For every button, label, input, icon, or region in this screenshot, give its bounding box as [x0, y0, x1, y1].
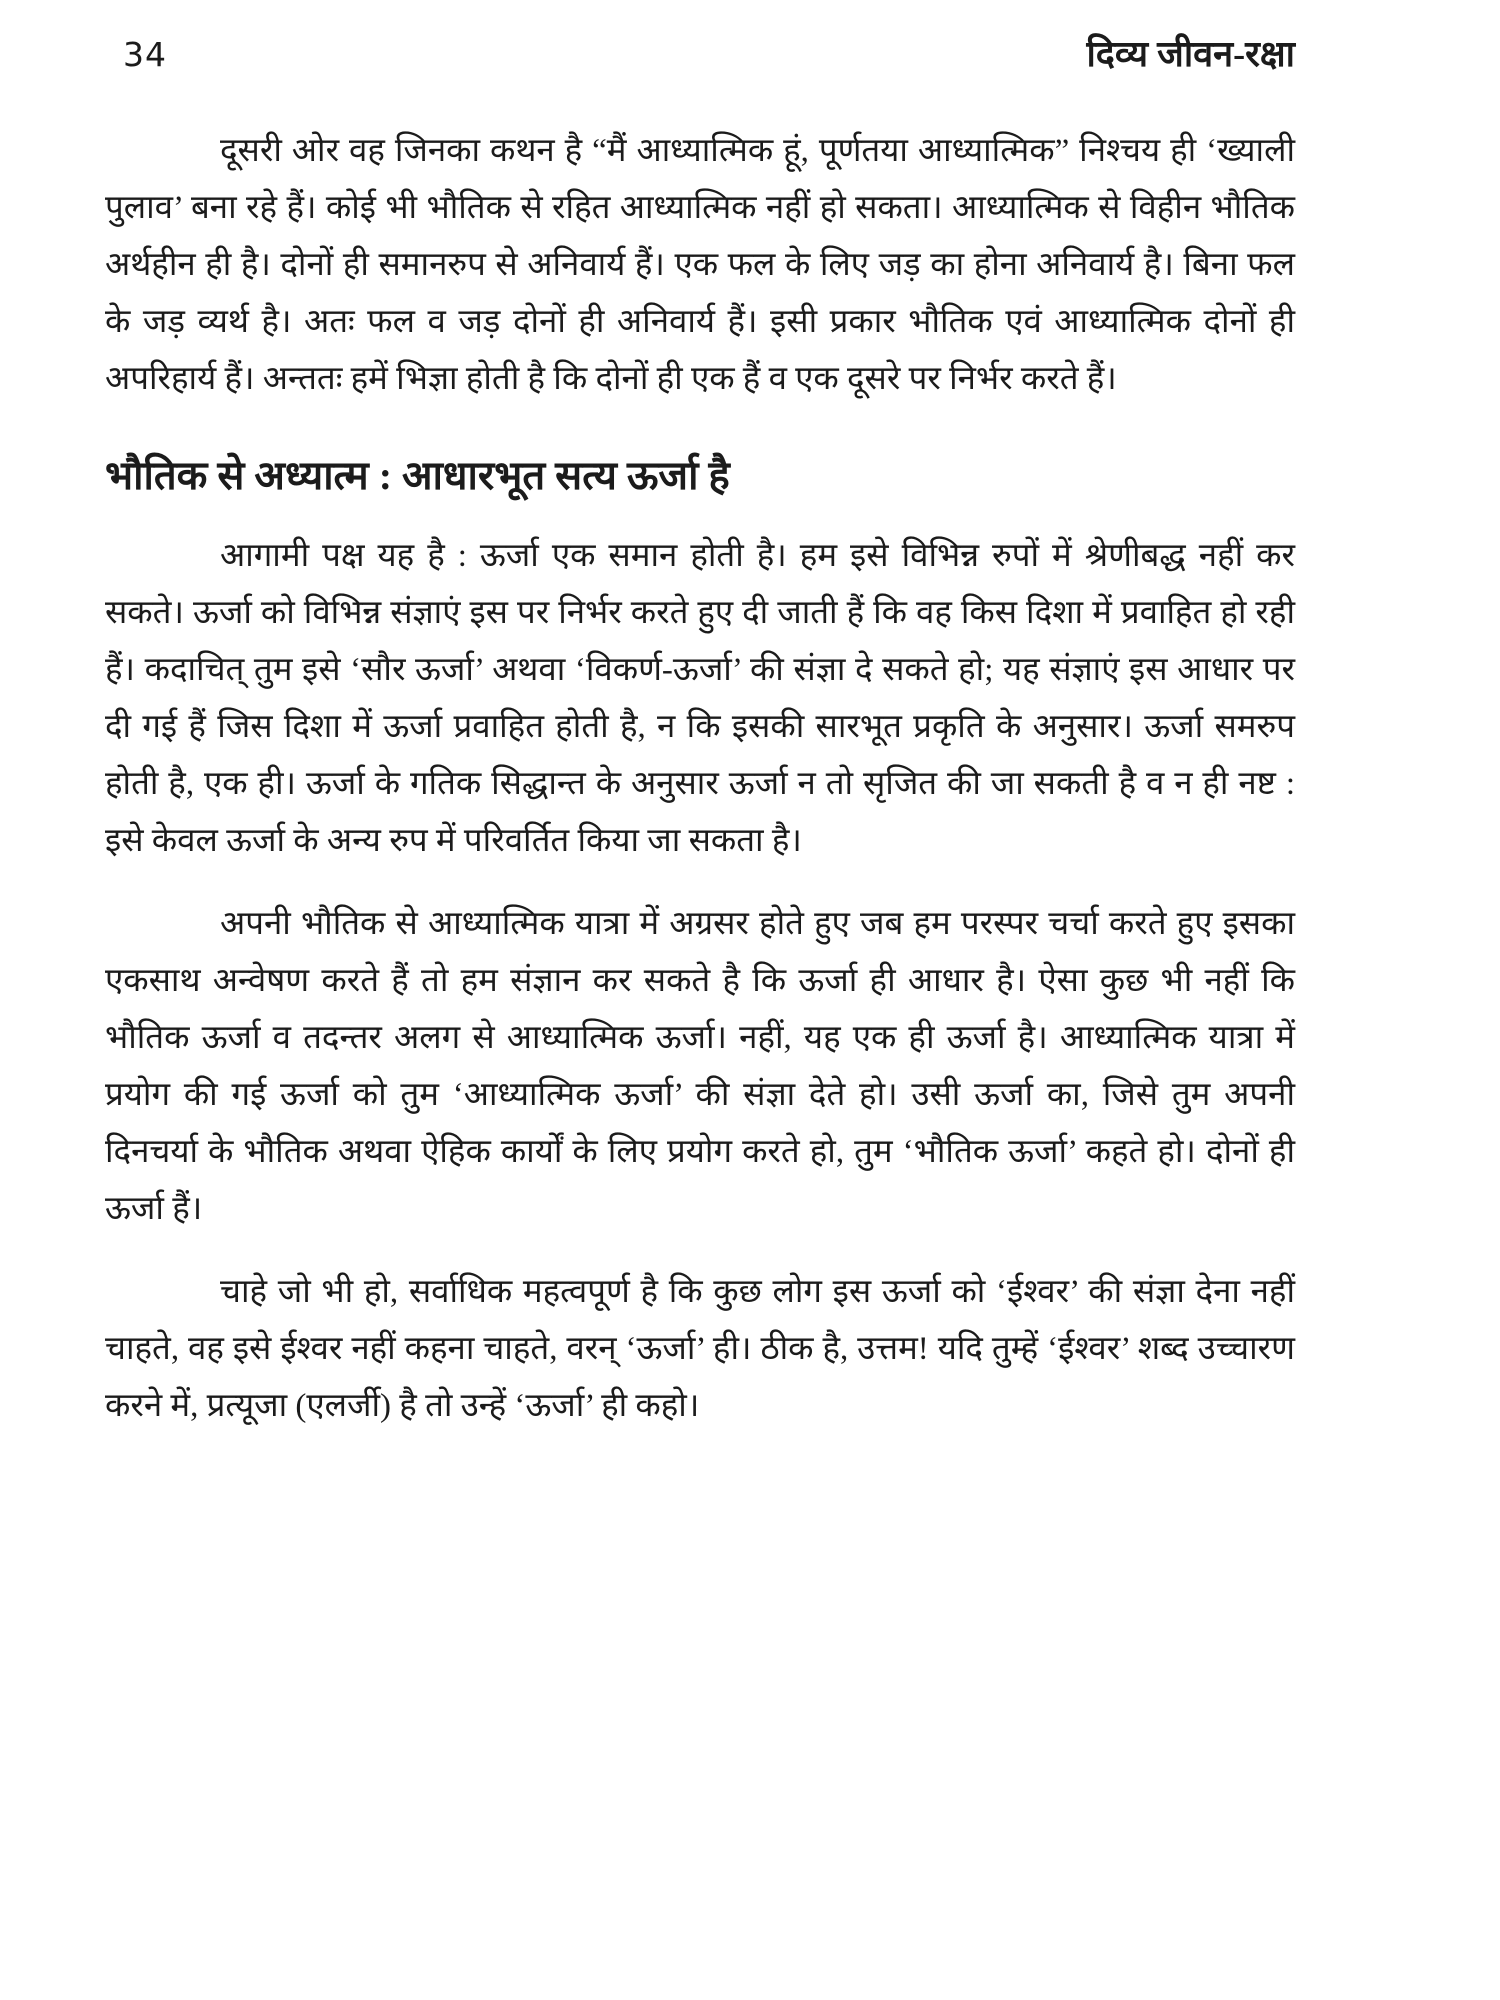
section-heading: भौतिक से अध्यात्म : आधारभूत सत्य ऊर्जा है	[105, 453, 730, 498]
paragraph-4: चाहे जो भी हो, सर्वाधिक महत्वपूर्ण है कि कुछ लोग इस ऊर्जा को ‘ईश्वर’ की संज्ञा देना नहीं चाहते, वह इसे ईश्वर नहीं कहना चाहते, वरन् ‘ऊर्जा’ ही। ठीक है, उत्तम! यदि तुम्हें ‘ईश्वर’ शब्द उच्चारण करने में, प्रत्यूजा (एलर्जी) है तो उन्हें ‘ऊर्जा’ ही कहो।	[105, 1274, 1295, 1424]
running-header	[105, 28, 1295, 77]
page-number: 34	[123, 35, 167, 74]
paragraph-2: आगामी पक्ष यह है : ऊर्जा एक समान होती है। हम इसे विभिन्न रुपों में श्रेणीबद्ध नहीं कर सकते। ऊर्जा को विभिन्न संज्ञाएं इस पर निर्भर करते हुए दी जाती हैं कि वह किस दिशा में प्रवाहित हो रही हैं। कदाचित् तुम इसे ‘सौर ऊर्जा’ अथवा ‘विकर्ण-ऊर्जा’ की संज्ञा दे सकते हो; यह संज्ञाएं इस आधार पर दी गई हैं जिस दिशा में ऊर्जा प्रवाहित होती है, न कि इसकी सारभूत प्रकृति के अनुसार। ऊर्जा समरुप होती है, एक ही। ऊर्जा के गतिक सिद्धान्त के अनुसार ऊर्जा न तो सृजित की जा सकती है व न ही नष्ट : इसे केवल ऊर्जा के अन्य रुप में परिवर्तित किया जा सकता है।	[105, 538, 1295, 859]
running-header-title: दिव्य जीवन-रक्षा	[1086, 34, 1295, 74]
paragraph-1: दूसरी ओर वह जिनका कथन है “मैं आध्यात्मिक हूं, पूर्णतया आध्यात्मिक” निश्चय ही ‘ख्याली पुलाव’ बना रहे हैं। कोई भी भौतिक से रहित आध्यात्मिक नहीं हो सकता। आध्यात्मिक से विहीन भौतिक अर्थहीन ही है। दोनों ही समानरुप से अनिवार्य हैं। एक फल के लिए जड़ का होना अनिवार्य है। बिना फल के जड़ व्यर्थ है। अतः फल व जड़ दोनों ही अनिवार्य हैं। इसी प्रकार भौतिक एवं आध्यात्मिक दोनों ही अपरिहार्य हैं। अन्ततः हमें भिज्ञा होती है कि दोनों ही एक हैं व एक दूसरे पर निर्भर करते हैं।	[105, 133, 1295, 397]
paragraph-3: अपनी भौतिक से आध्यात्मिक यात्रा में अग्रसर होते हुए जब हम परस्पर चर्चा करते हुए इसका एकसाथ अन्वेषण करते हैं तो हम संज्ञान कर सकते है कि ऊर्जा ही आधार है। ऐसा कुछ भी नहीं कि भौतिक ऊर्जा व तदन्तर अलग से आध्यात्मिक ऊर्जा। नहीं, यह एक ही ऊर्जा है। आध्यात्मिक यात्रा में प्रयोग की गई ऊर्जा को तुम ‘आध्यात्मिक ऊर्जा’ की संज्ञा देते हो। उसी ऊर्जा का, जिसे तुम अपनी दिनचर्या के भौतिक अथवा ऐहिक कार्यों के लिए प्रयोग करते हो, तुम ‘भौतिक ऊर्जा’ कहते हो। दोनों ही ऊर्जा हैं।	[105, 906, 1295, 1227]
